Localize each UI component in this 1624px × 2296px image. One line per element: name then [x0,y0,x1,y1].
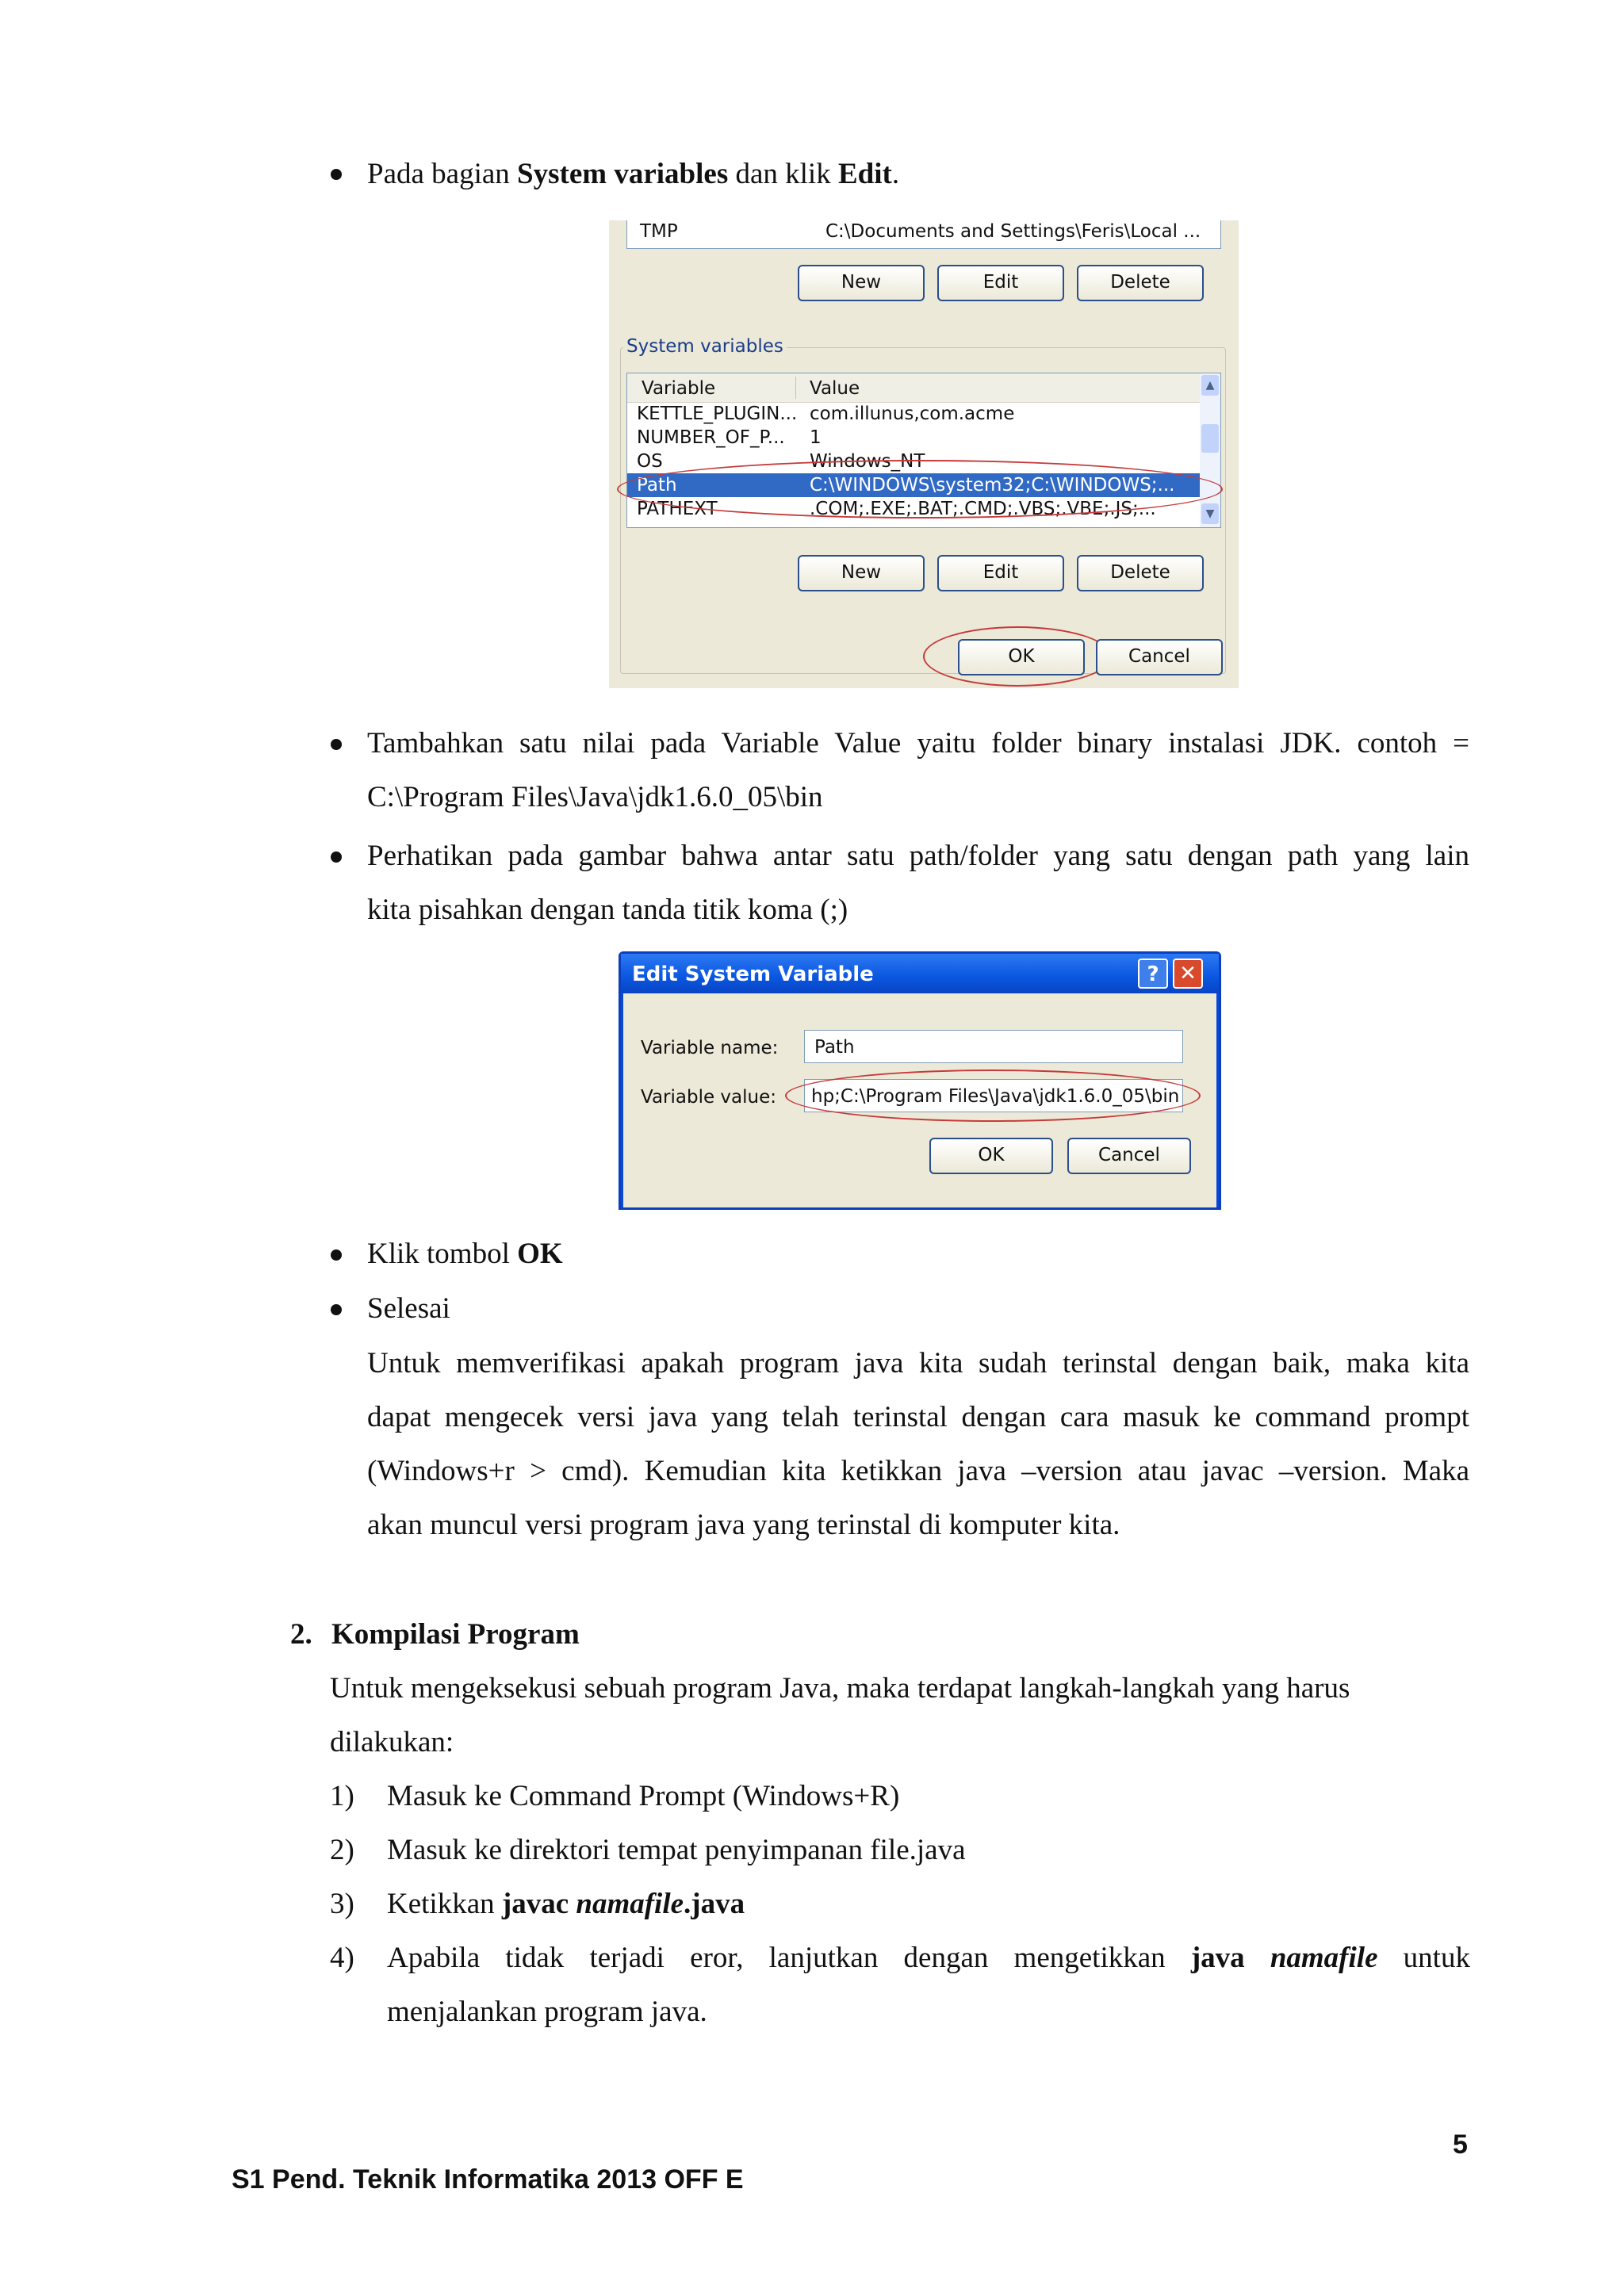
bullet-separator-note: Perhatikan pada gambar bahwa antar satu path/folder yang satu dengan path yang lain [367,840,1469,872]
verify-paragraph-line: dapat mengecek versi java yang telah terinstal dengan cara masuk ke command prompt [367,1401,1469,1433]
bullet-add-value-example: C:\Program Files\Java\jdk1.6.0_05\bin [367,781,823,813]
variable-name-label: Variable name: [641,1038,779,1058]
user-var-value: C:\Documents and Settings\Feris\Local ... [825,221,1201,242]
step-number: 1) [330,1780,354,1812]
row-value: com.illunus,com.acme [810,404,1015,424]
bullet-click-ok: Klik tombol OK [367,1238,563,1270]
ok-highlight-ellipse [923,626,1112,687]
step-number: 4) [330,1942,354,1974]
scroll-down-icon[interactable]: ▼ [1201,503,1219,524]
section-intro-line2: dilakukan: [330,1726,454,1758]
verify-paragraph-line: akan muncul versi program java yang terinstal di komputer kita. [367,1509,1120,1541]
user-delete-button[interactable]: Delete [1077,265,1204,301]
user-new-button[interactable]: New [798,265,925,301]
scroll-up-icon[interactable]: ▲ [1201,375,1219,396]
table-row[interactable] [627,426,1200,450]
path-highlight-ellipse [617,460,1223,519]
bullet-done: Selesai [367,1292,450,1325]
bullet-system-variables: Pada bagian System variables dan klik Edit. [367,158,900,190]
row-value: .COM;.EXE;.BAT;.CMD;.VBS;.VBE;.JS;... [810,499,1156,519]
step-number: 3) [330,1888,354,1920]
section-number: 2. [290,1618,312,1651]
table-row[interactable] [627,402,1200,426]
dialog-body [623,993,1216,1207]
help-icon[interactable]: ? [1138,959,1168,989]
step-text: Ketikkan javac namafile.java [387,1888,745,1920]
system-delete-button[interactable]: Delete [1077,555,1204,591]
environment-variables-screenshot [609,220,1239,688]
column-divider [795,377,796,399]
verify-paragraph-line: Untuk memverifikasi apakah program java kita sudah terinstal dengan baik, maka kita [367,1347,1469,1380]
row-value: Windows_NT [810,451,925,472]
col-variable-header[interactable]: Variable [642,378,716,399]
system-variables-label: System variables [623,336,787,357]
cancel-button[interactable]: Cancel [1096,639,1223,675]
step-text: Apabila tidak terjadi eror, lanjutkan dengan mengetikkan java namafile untuk [387,1942,1470,1974]
bullet-marker [331,1249,342,1261]
bullet-add-value: Tambahkan satu nilai pada Variable Value yaitu folder binary instalasi JDK. contoh = [367,727,1469,760]
bullet-marker [331,1304,342,1315]
close-icon[interactable]: ✕ [1173,959,1203,989]
page-number: 5 [1453,2130,1468,2160]
step-number: 2) [330,1834,354,1866]
verify-paragraph-line: (Windows+r > cmd). Kemudian kita ketikkan java –version atau javac –version. Maka [367,1455,1469,1487]
edit-system-variable-dialog [619,951,1221,1210]
row-value: 1 [810,427,822,448]
step-text: Masuk ke direktori tempat penyimpanan file.java [387,1834,966,1866]
system-edit-button[interactable]: Edit [937,555,1064,591]
row-variable: OS [637,451,663,472]
footer-text: S1 Pend. Teknik Informatika 2013 OFF E [232,2164,744,2195]
row-variable: Path [637,475,677,496]
scroll-thumb[interactable] [1201,424,1219,453]
row-variable: NUMBER_OF_P... [637,427,785,448]
variable-value-label: Variable value: [641,1087,777,1108]
user-variables-list[interactable] [626,220,1221,249]
variable-name-input[interactable] [804,1030,1183,1063]
dialog-title: Edit System Variable [632,962,874,986]
list-header [627,373,1200,403]
variable-name-value: Path [814,1037,855,1058]
scrollbar[interactable] [1200,373,1220,527]
dialog-titlebar [621,954,1219,993]
dialog-cancel-button[interactable]: Cancel [1067,1138,1191,1174]
row-variable: KETTLE_PLUGIN... [637,404,798,424]
bullet-marker [331,851,342,863]
col-value-header[interactable]: Value [810,378,860,399]
variable-value-value: hp;C:\Program Files\Java\jdk1.6.0_05\bin [811,1086,1180,1107]
user-var-name: TMP [640,221,678,242]
step-text: Masuk ke Command Prompt (Windows+R) [387,1780,900,1812]
bullet-separator-note-line2: kita pisahkan dengan tanda titik koma (;) [367,894,848,926]
section-intro: Untuk mengeksekusi sebuah program Java, maka terdapat langkah-langkah yang harus [330,1672,1350,1705]
ok-button[interactable]: OK [958,639,1085,675]
dialog-ok-button[interactable]: OK [929,1138,1053,1174]
bullet-marker [331,169,342,180]
user-edit-button[interactable]: Edit [937,265,1064,301]
value-highlight-ellipse [785,1070,1201,1122]
row-variable: PATHEXT [637,499,718,519]
system-new-button[interactable]: New [798,555,925,591]
step-text-line2: menjalankan program java. [387,1996,707,2028]
bullet-marker [331,739,342,750]
section-title: Kompilasi Program [331,1618,580,1651]
row-value: C:\WINDOWS\system32;C:\WINDOWS;... [810,475,1175,496]
